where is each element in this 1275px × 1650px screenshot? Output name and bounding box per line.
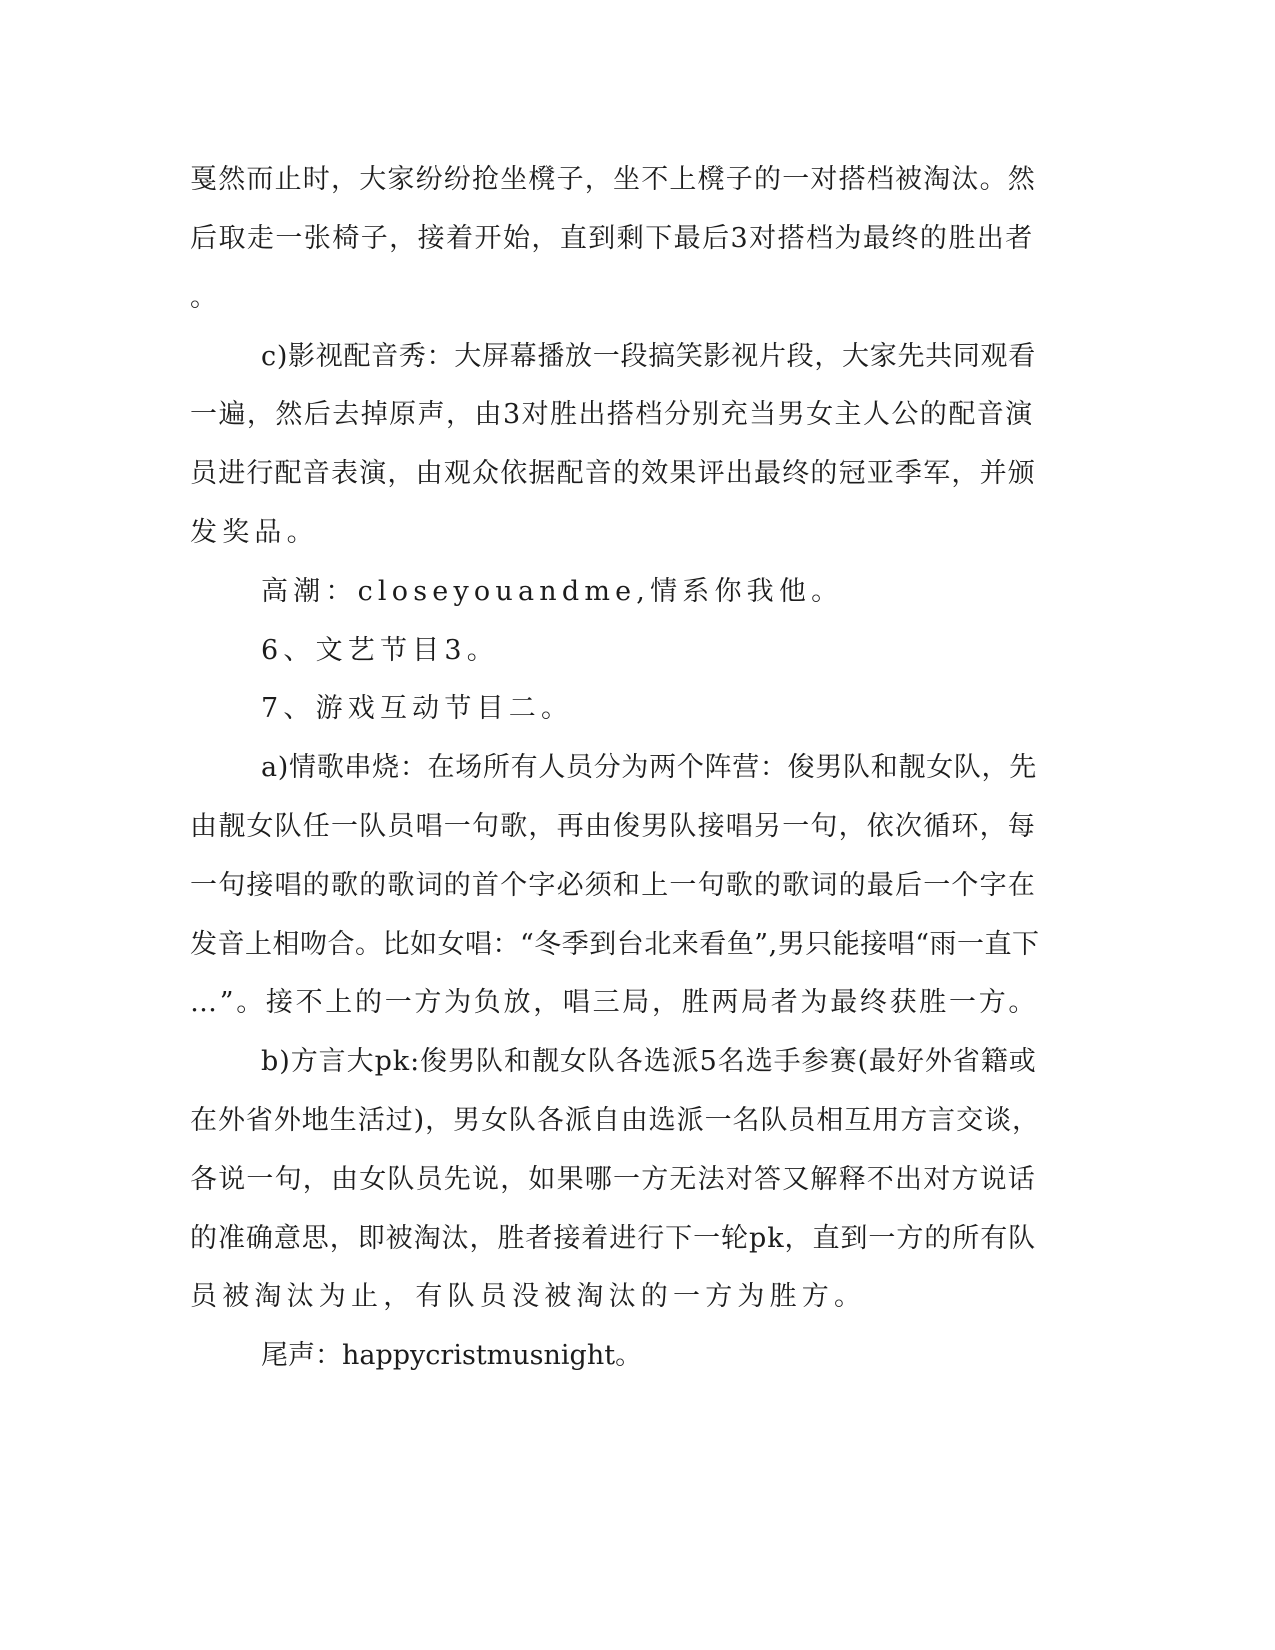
text-line: 。	[190, 282, 217, 313]
text-line: 发音上相吻合。比如女唱：“冬季到台北来看鱼”,男只能接唱“雨一直下	[190, 929, 1040, 960]
text-line: c)影视配音秀：大屏幕播放一段搞笑影视片段，大家先共同观看	[261, 341, 1036, 372]
text-line: 一句接唱的歌的歌词的首个字必须和上一句歌的歌词的最后一个字在	[190, 870, 1036, 901]
text-line: …”。接不上的一方为负放，唱三局，胜两局者为最终获胜一方。	[190, 987, 1039, 1018]
text-line: 高潮：closeyouandme,情系你我他。	[261, 576, 844, 607]
text-line: 在外省外地生活过)，男女队各派自由选派一名队员相互用方言交谈，	[190, 1105, 1040, 1136]
text-line: b)方言大pk:俊男队和靓女队各选派5名选手参赛(最好外省籍或	[261, 1046, 1037, 1077]
text-line: 戛然而止时，大家纷纷抢坐櫈子，坐不上櫈子的一对搭档被淘汰。然	[190, 164, 1036, 195]
text-line: a)情歌串烧：在场所有人员分为两个阵营：俊男队和靓女队，先	[261, 752, 1037, 783]
text-line: 一遍，然后去掉原声，由3对胜出搭档分别充当男女主人公的配音演	[190, 399, 1034, 430]
text-line: 发奖品。	[190, 517, 319, 548]
text-line: 由靓女队任一队员唱一句歌，再由俊男队接唱另一句，依次循环，每	[190, 811, 1036, 842]
text-line: 后取走一张椅子，接着开始，直到剩下最后3对搭档为最终的胜出者	[190, 223, 1034, 254]
text-line: 6、文艺节目3。	[261, 635, 499, 666]
text-line: 尾声：happycristmusnight。	[261, 1340, 643, 1371]
text-line: 的准确意思，即被淘汰，胜者接着进行下一轮pk，直到一方的所有队	[190, 1223, 1037, 1254]
text-line: 员进行配音表演，由观众依据配音的效果评出最终的冠亚季军，并颁	[190, 458, 1036, 489]
text-line: 员被淘汰为止，有队员没被淘汰的一方为胜方。	[190, 1281, 867, 1312]
text-line: 各说一句，由女队员先说，如果哪一方无法对答又解释不出对方说话	[190, 1164, 1036, 1195]
text-line: 7、游戏互动节目二。	[261, 693, 574, 724]
